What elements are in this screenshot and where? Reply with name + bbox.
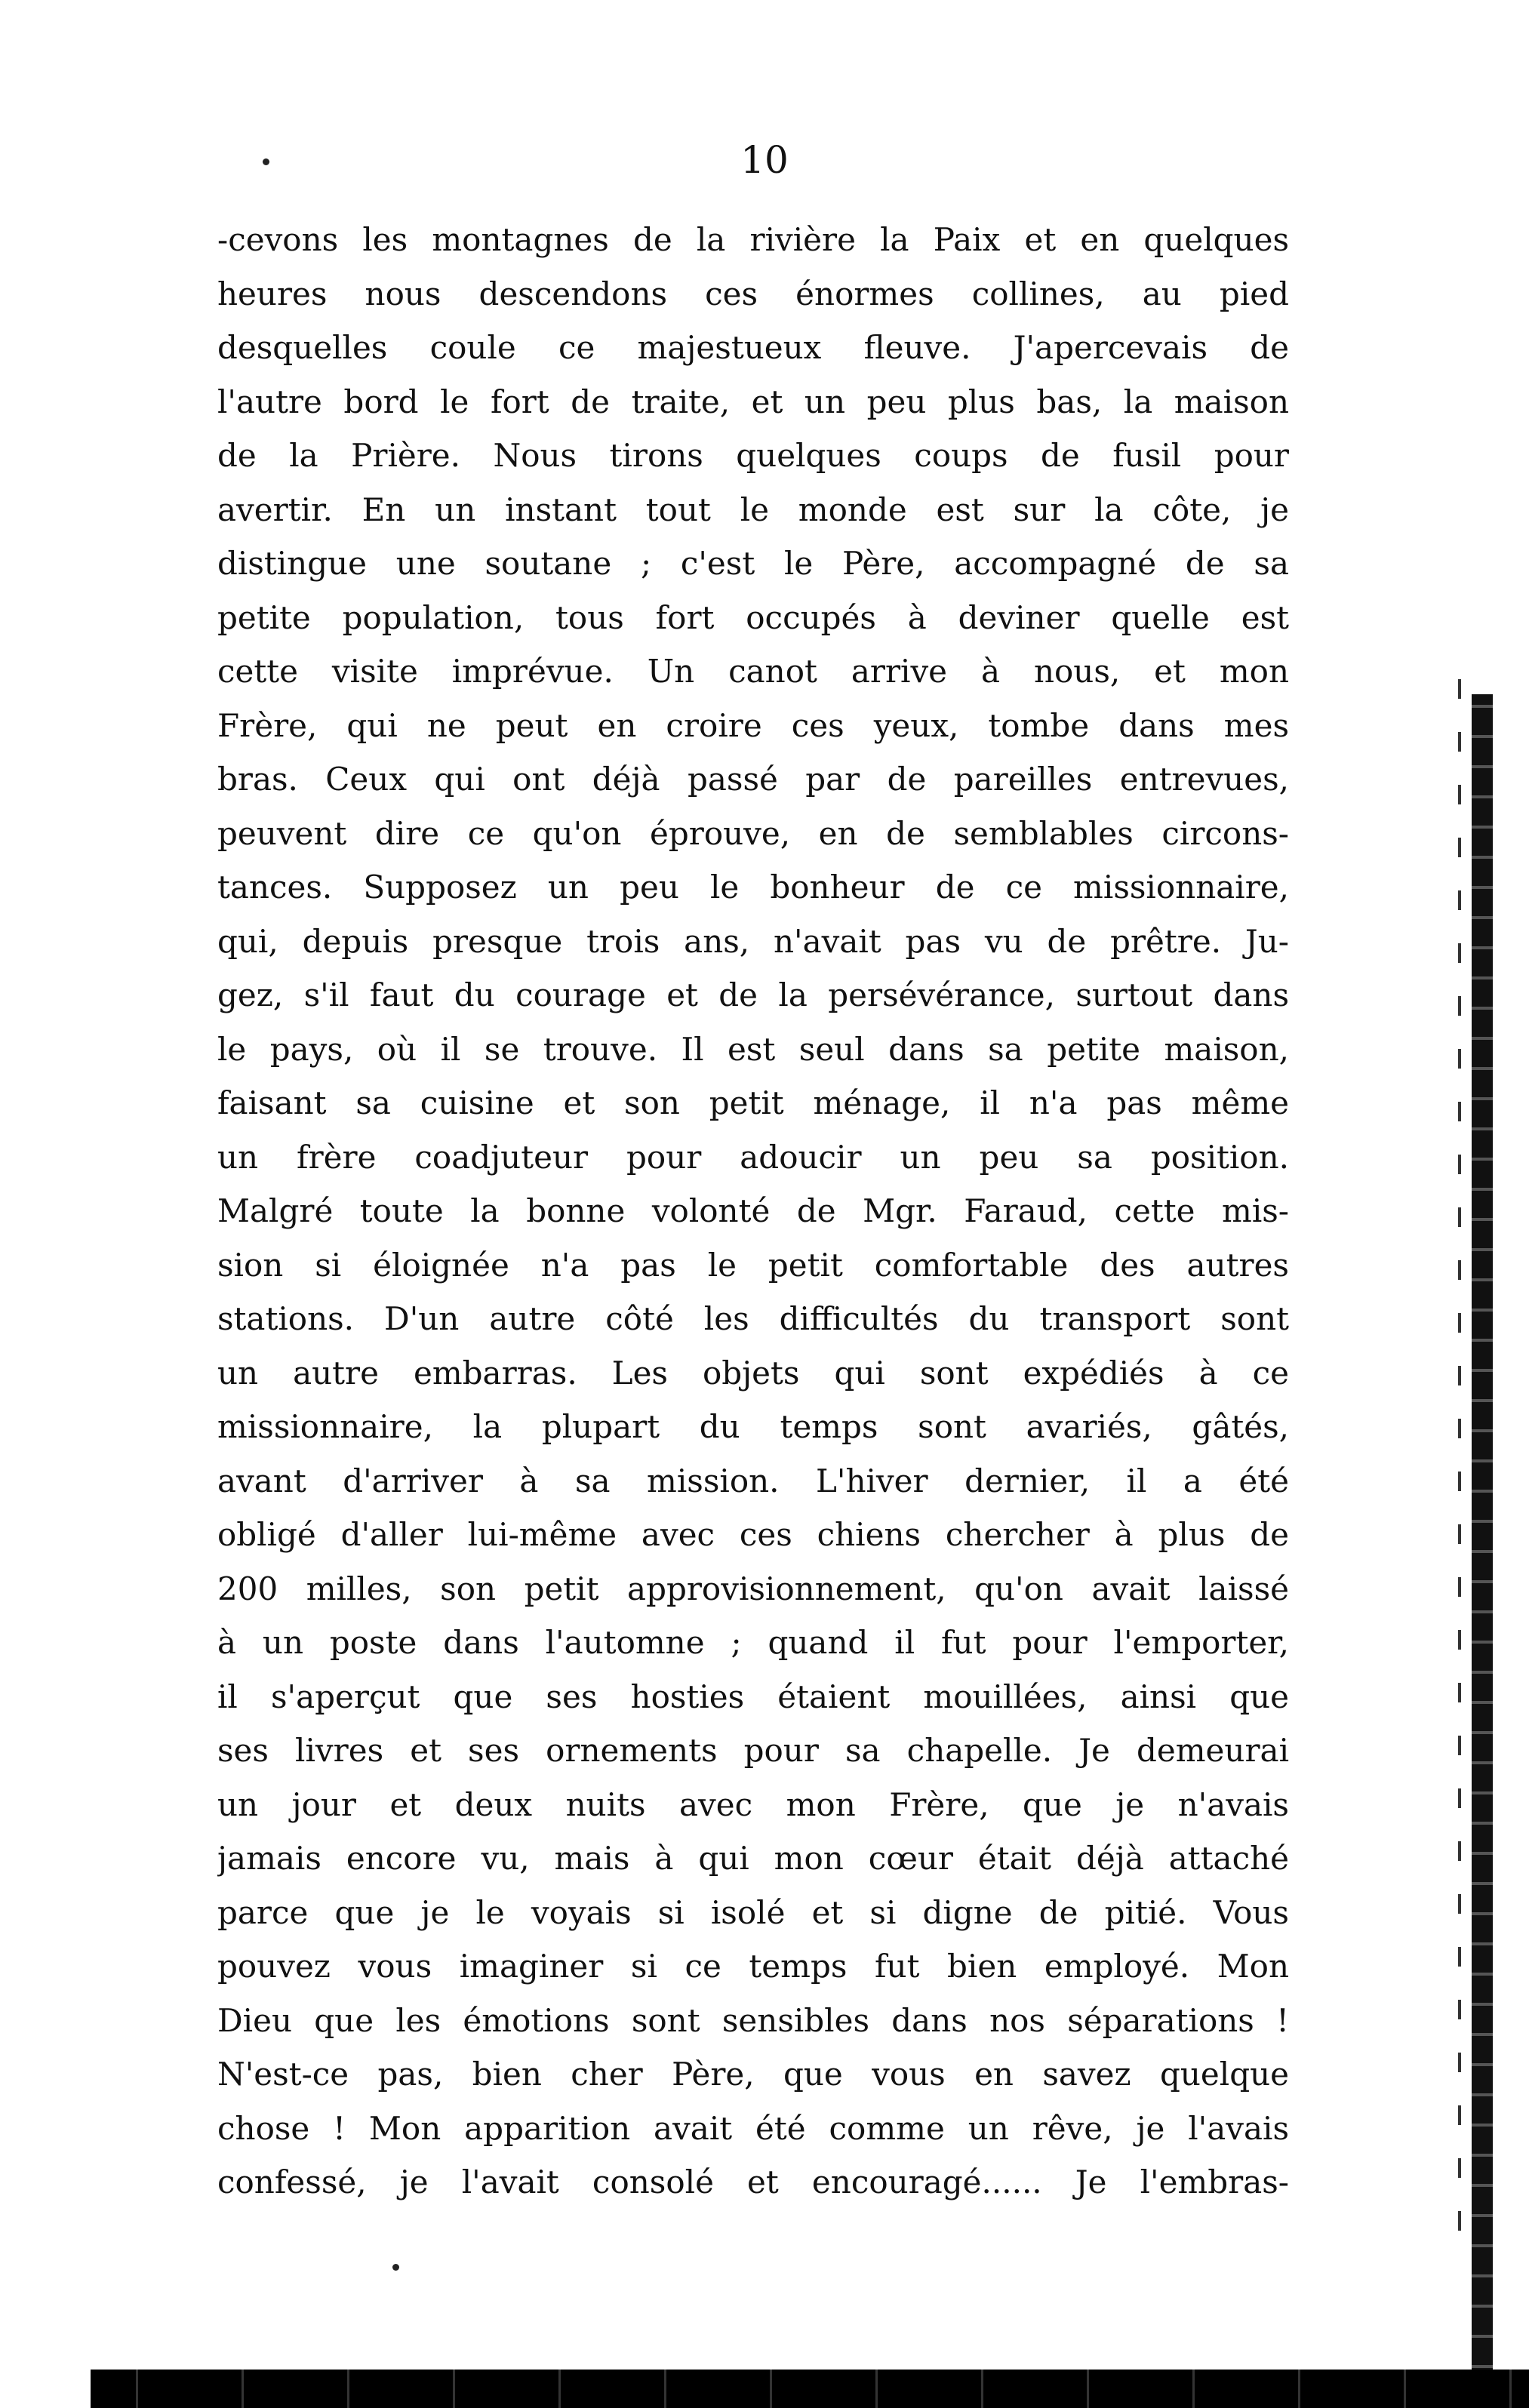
- text-line: un frère coadjuteur pour adoucir un peu sa position.: [217, 1138, 1289, 1176]
- text-line: gez, s'il faut du courage et de la persévérance, surtout dans: [217, 976, 1289, 1013]
- text-line: heures nous descendons ces énormes collines, au pied: [217, 275, 1289, 312]
- text-line: le pays, où il se trouve. Il est seul dans sa petite maison,: [217, 1030, 1289, 1068]
- text-line: un autre embarras. Les objets qui sont expédiés à ce: [217, 1354, 1289, 1392]
- text-line: confessé, je l'avait consolé et encouragé...... Je l'embras-: [217, 2164, 1289, 2200]
- text-line: bras. Ceux qui ont déjà passé par de pareilles entrevues,: [217, 761, 1289, 798]
- text-line: avant d'arriver à sa mission. L'hiver dernier, il a été: [217, 1462, 1289, 1499]
- text-line: jamais encore vu, mais à qui mon cœur était déjà attaché: [217, 1840, 1289, 1877]
- text-line: avertir. En un instant tout le monde est sur la côte, je: [217, 491, 1289, 528]
- scan-margin-artifact: [1458, 679, 1461, 2264]
- text-line: faisant sa cuisine et son petit ménage, il n'a pas même: [217, 1084, 1289, 1121]
- text-line: cette visite imprévue. Un canot arrive à nous, et mon: [217, 653, 1289, 690]
- text-line: sion si éloignée n'a pas le petit comfortable des autres: [217, 1246, 1289, 1284]
- text-line: -cevons les montagnes de la rivière la Paix et en quelques: [217, 221, 1289, 258]
- scan-edge-shadow: [1472, 694, 1493, 2408]
- text-line: desquelles coule ce majestueux fleuve. J'apercevais de: [217, 329, 1289, 366]
- text-line: distingue une soutane ; c'est le Père, accompagné de sa: [217, 545, 1289, 582]
- text-line: missionnaire, la plupart du temps sont avariés, gâtés,: [217, 1408, 1289, 1445]
- text-line: l'autre bord le fort de traite, et un peu plus bas, la maison: [217, 383, 1289, 420]
- text-line: Malgré toute la bonne volonté de Mgr. Faraud, cette mis-: [217, 1192, 1289, 1229]
- page-number: 10: [740, 138, 789, 182]
- text-line: un jour et deux nuits avec mon Frère, que je n'avais: [217, 1785, 1289, 1823]
- text-line: pouvez vous imaginer si ce temps fut bien employé. Mon: [217, 1948, 1289, 1985]
- text-line: 200 milles, son petit approvisionnement, qu'on avait laissé: [217, 1570, 1289, 1607]
- text-line: de la Prière. Nous tirons quelques coups de fusil pour: [217, 437, 1289, 474]
- text-line: petite population, tous fort occupés à deviner quelle est: [217, 598, 1289, 636]
- text-line: stations. D'un autre côté les difficultés du transport sont: [217, 1300, 1289, 1337]
- text-line: à un poste dans l'automne ; quand il fut pour l'emporter,: [217, 1624, 1289, 1661]
- text-line: tances. Supposez un peu le bonheur de ce missionnaire,: [217, 869, 1289, 906]
- text-line: N'est-ce pas, bien cher Père, que vous en savez quelque: [217, 2056, 1289, 2093]
- text-line: chose ! Mon apparition avait été comme un rêve, je l'avais: [217, 2109, 1289, 2147]
- margin-speck: [392, 2264, 399, 2271]
- text-line: parce que je le voyais si isolé et si digne de pitié. Vous: [217, 1893, 1289, 1931]
- body-text: [217, 213, 1289, 2210]
- text-line: Dieu que les émotions sont sensibles dans nos séparations !: [217, 2001, 1289, 2039]
- text-line: il s'aperçut que ses hosties étaient mouillées, ainsi que: [217, 1678, 1289, 1715]
- text-line: peuvent dire ce qu'on éprouve, en de semblables circons-: [217, 814, 1289, 852]
- text-line: obligé d'aller lui-même avec ces chiens chercher à plus de: [217, 1516, 1289, 1553]
- scan-bottom-edge: [91, 2370, 1529, 2408]
- text-line: ses livres et ses ornements pour sa chapelle. Je demeurai: [217, 1732, 1289, 1769]
- text-line: qui, depuis presque trois ans, n'avait pas vu de prêtre. Ju-: [217, 922, 1289, 960]
- text-line: Frère, qui ne peut en croire ces yeux, tombe dans mes: [217, 706, 1289, 744]
